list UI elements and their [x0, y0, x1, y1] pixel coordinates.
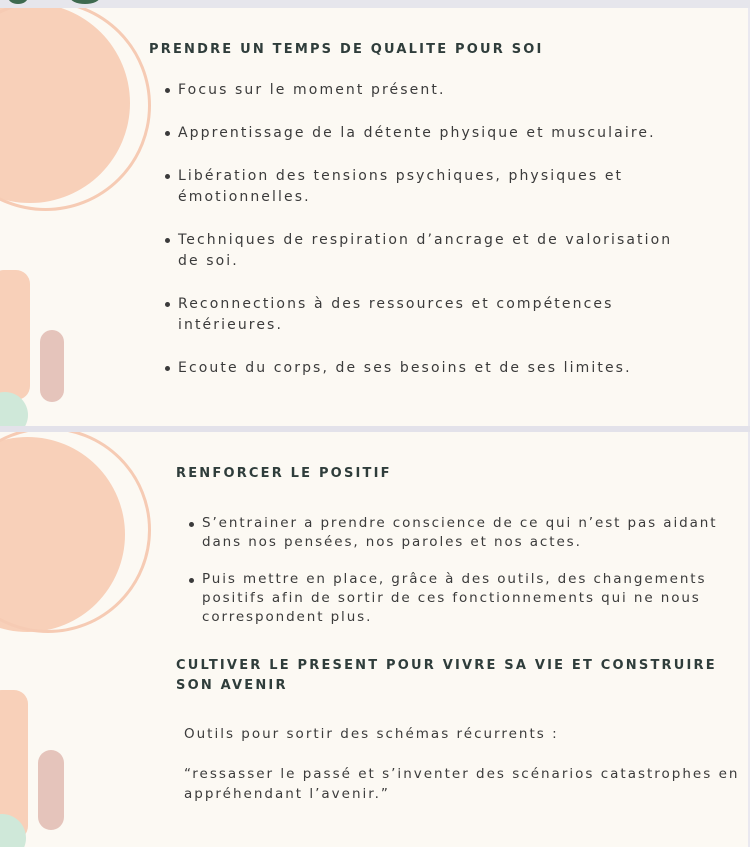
- slide-panel-2: [0, 432, 748, 847]
- rose-pill-decoration: [38, 750, 64, 830]
- ring-decoration: [0, 432, 151, 633]
- list-item: Apprentissage de la détente physique et musculaire.: [165, 123, 685, 144]
- rose-pill-decoration: [40, 330, 64, 402]
- quote-text: “ressasser le passé et s’inventer des scénarios catastrophes en appréhendant l’avenir.”: [184, 766, 740, 802]
- section-heading: CULTIVER LE PRESENT POUR VIVRE SA VIE ET CONSTRUIRE SON AVENIR: [176, 658, 717, 693]
- list-item: Puis mettre en place, grâce à des outils, des changements positifs afin de sortir de ces fonctionnements qui ne nous correspondent plus.: [189, 570, 744, 627]
- peach-pill-decoration: [0, 270, 30, 400]
- ring-decoration: [0, 8, 151, 211]
- section-heading: RENFORCER LE POSITIF: [176, 466, 392, 481]
- slide-panel-1: [0, 8, 748, 426]
- list-item: Ecoute du corps, de ses besoins et de ses limites.: [165, 358, 685, 379]
- section-heading: PRENDRE UN TEMPS DE QUALITE POUR SOI: [149, 42, 544, 57]
- intro-text: Outils pour sortir des schémas récurrents :: [184, 726, 559, 742]
- list-item: S’entrainer a prendre conscience de ce qui n’est pas aidant dans nos pensées, nos paroles et nos actes.: [189, 514, 744, 552]
- top-decoration-mark: [8, 0, 28, 4]
- top-decoration-mark: [70, 0, 100, 4]
- list-item: Libération des tensions psychiques, physiques et émotionnelles.: [165, 166, 685, 208]
- list-item: Reconnections à des ressources et compétences intérieures.: [165, 294, 685, 336]
- top-strip: [0, 0, 750, 8]
- bullet-list: [165, 80, 685, 401]
- bullet-list: [189, 514, 744, 645]
- list-item: Techniques de respiration d’ancrage et de valorisation de soi.: [165, 230, 685, 272]
- list-item: Focus sur le moment présent.: [165, 80, 685, 101]
